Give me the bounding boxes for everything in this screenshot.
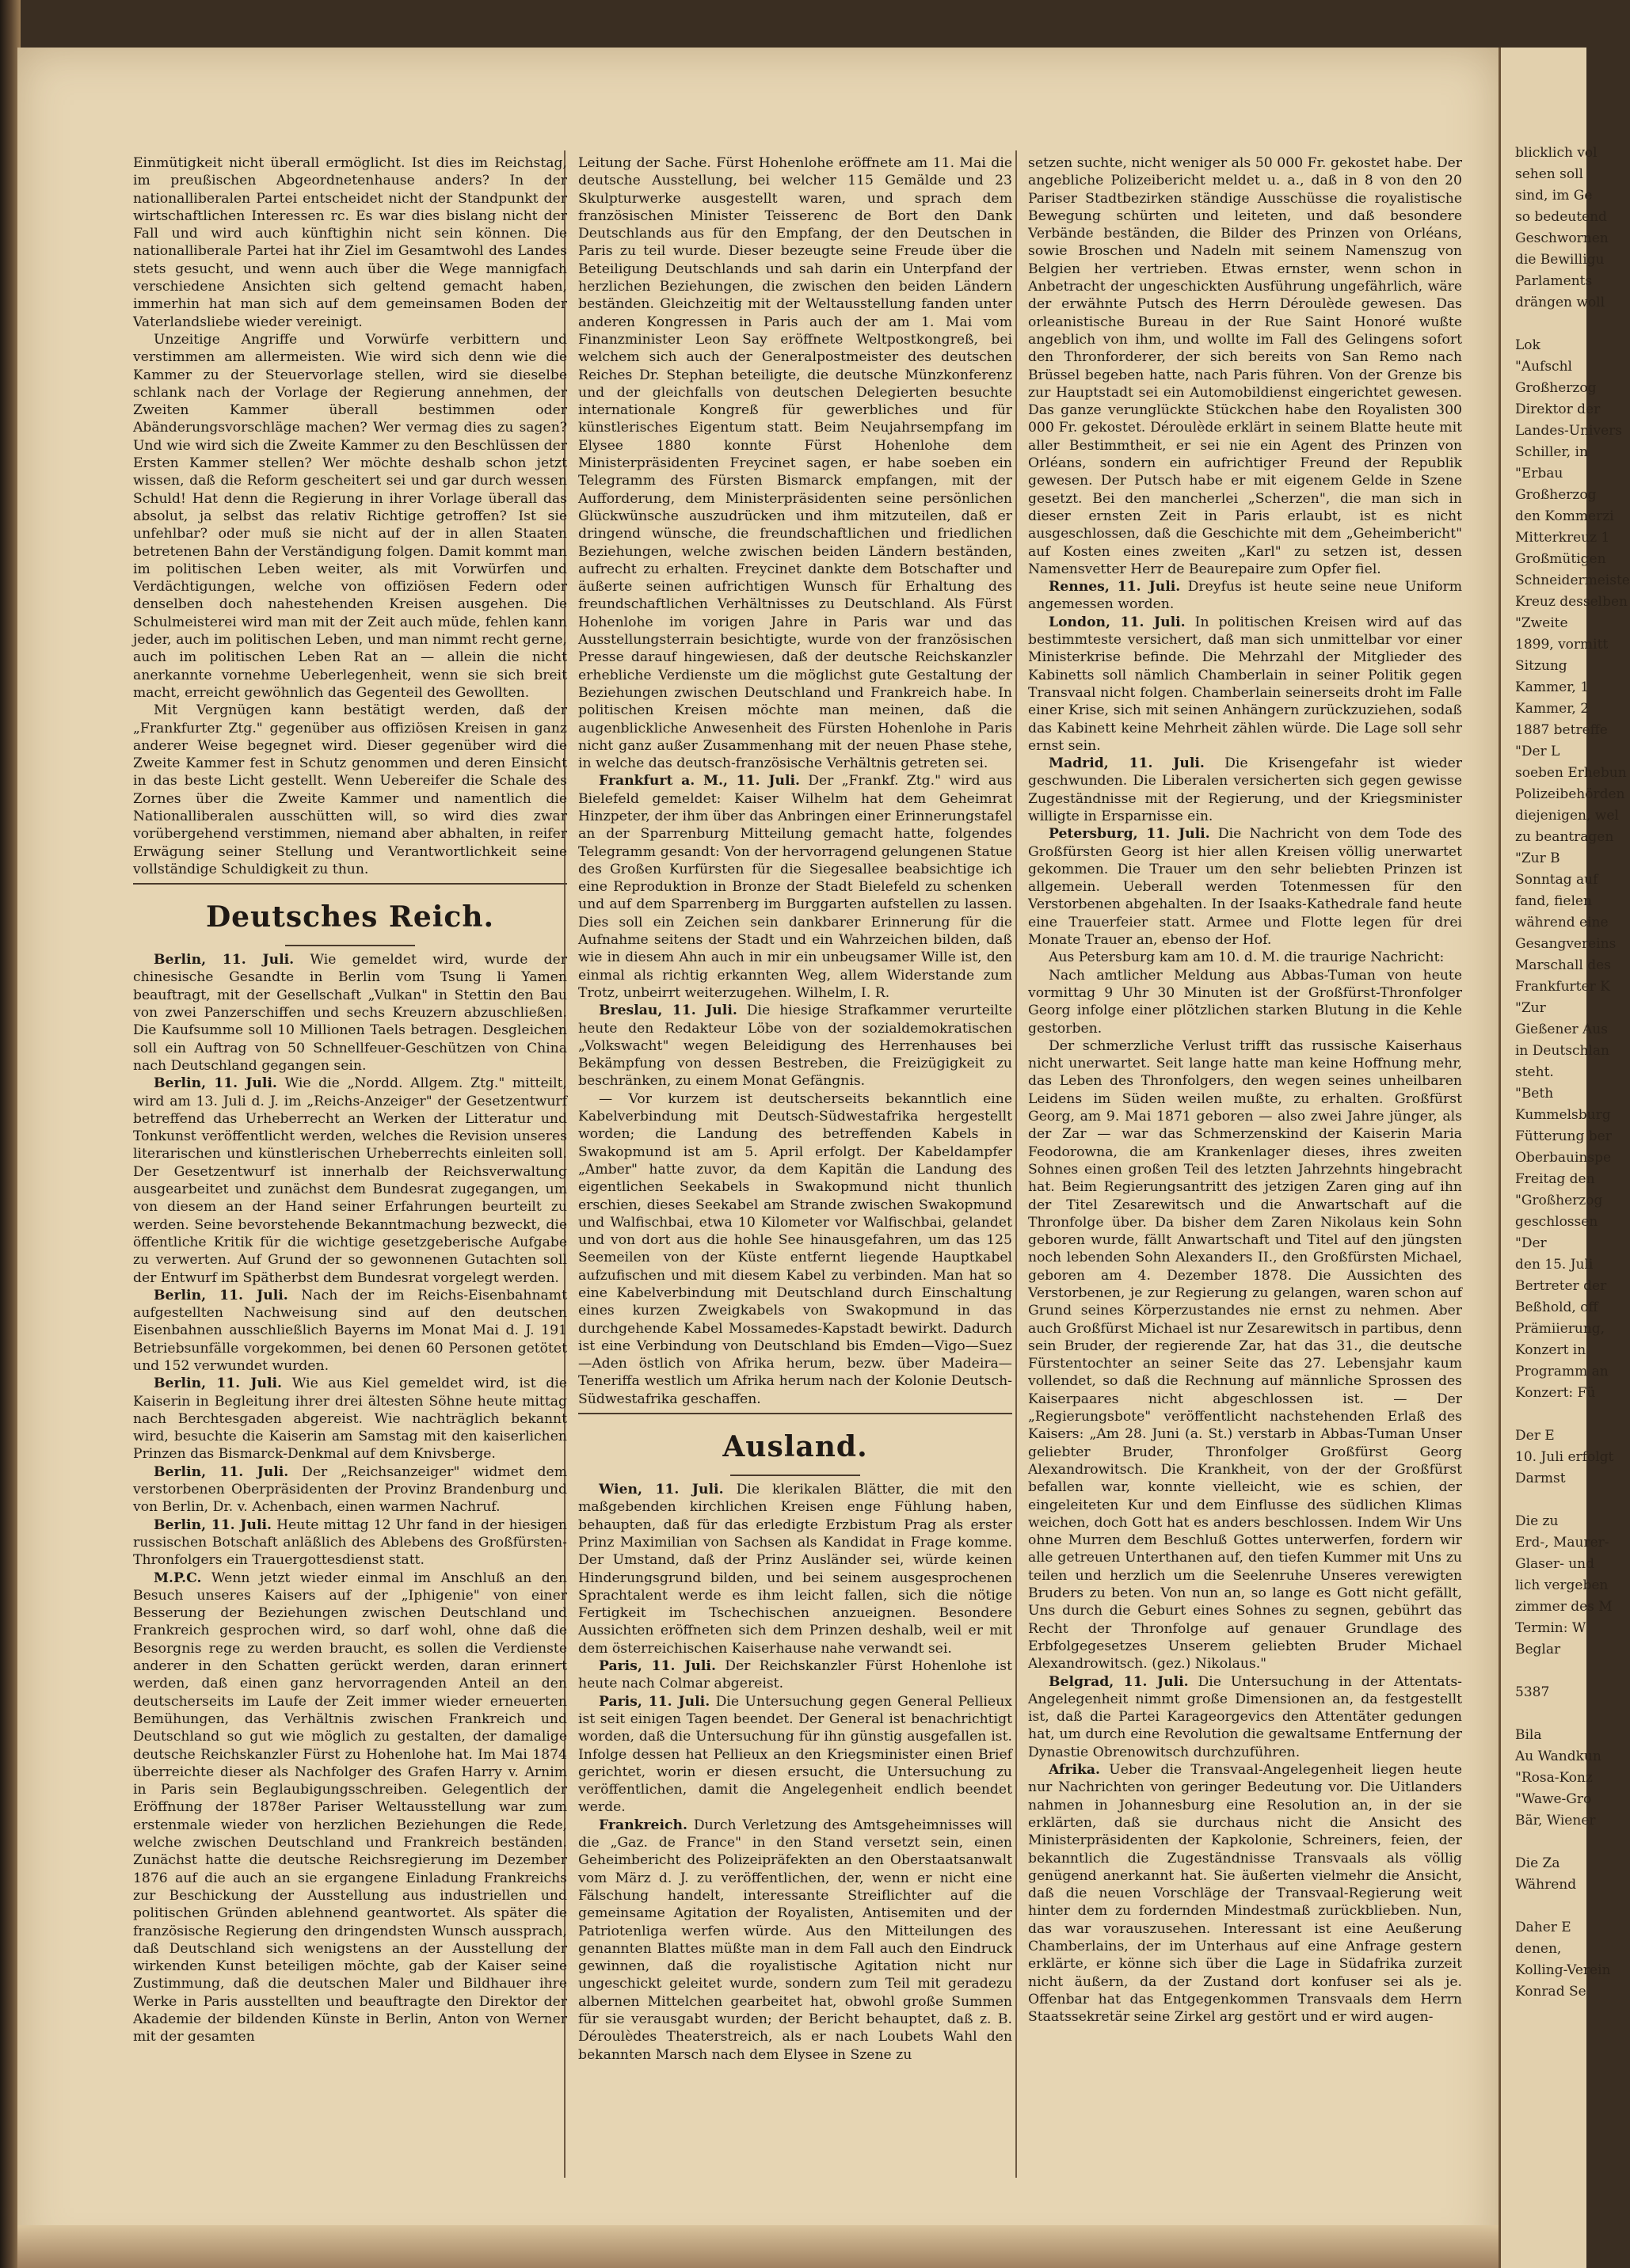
paragraph: Mit Vergnügen kann bestätigt werden, daß der „Frankfurter Ztg." gegenüber aus offiziösen Kreisen in ganz anderer Weise begegnet wird. Dieser gegenüber wird die Zweite Kammer fest in Schutz genommen und deren Einsicht in das beste Licht gestellt. Wenn Uebereifer die Schale des Zornes über die Zweite Kammer und namentlich die Nationalliberalen ausschütten will, so wird dies zwar vorübergehend verstimmen, niemand aber abhalten, in reifer Erwägung seiner Stellung und Verantwortlichkeit seine vollständige Schuldigkeit zu thun.	[133, 702, 567, 877]
dateline: M.P.C.	[154, 1570, 202, 1586]
facing-text-fragment: soeben Erhebun	[1515, 765, 1627, 781]
facing-text-fragment: Großherzog	[1515, 380, 1597, 396]
news-item: Frankreich. Durch Verletzung des Amtsgeheimnisses will die „Gaz. de France" in den Stand versetzt sein, einen Geheimbericht des Polizeipräfekten an den Oberstaatsanwalt vom März d. J. zu veröffentlichen, der, wenn er nicht eine Fälschung handelt, interessante Streiflichter auf die gemeinsame Agitation der Royalisten, Antisemiten und der Patriotenliga werfen würde. Aus den Mitteilungen des genannten Blattes müßte man in dem Fall auch den Eindruck gewinnen, daß die royalistische Agitation nicht nur ungeschickt geleitet wurde, sondern zum Teil mit geradezu albernen Mittelchen gearbeitet hat, obwohl große Summen für sie verausgabt wurden; der Bericht behauptet, daß z. B. Déroulèdes Theaterstreich, als er nach Loubets Wahl den bekannten Marsch nach dem Elysee in Szene zu	[578, 1817, 1013, 2063]
facing-text-fragment: Kummelsburg	[1515, 1107, 1611, 1123]
facing-text-fragment: zu beantragen	[1515, 829, 1614, 845]
facing-text-fragment: zimmer des M	[1515, 1599, 1613, 1615]
facing-text-fragment: Sitzung	[1515, 658, 1567, 674]
facing-text-fragment: Bär, Wiener	[1515, 1813, 1596, 1828]
facing-text-fragment: Polizeibehörden	[1515, 786, 1625, 802]
dateline: Paris, 11. Juli.	[599, 1693, 710, 1710]
facing-text-fragment: Bila	[1515, 1727, 1542, 1743]
facing-text-fragment: "Zur B	[1515, 850, 1560, 866]
dateline: Berlin, 11. Juli.	[154, 1287, 288, 1303]
facing-text-fragment	[1501, 1896, 1586, 1917]
section-rule	[578, 1413, 1012, 1414]
paragraph: Unzeitige Angriffe und Vorwürfe verbittern und verstimmen am allermeisten. Wie wird sich denn wie die Kammer zu der Steuervorlage stellen, wird sie dieselbe schlank nach der Vorlage der Regierung annehmen, der Zweiten Kammer überall bestimmen oder Abänderungsvorschläge machen? Wer vermag dies zu sagen? Und wie wird sich die Zweite Kammer zu den Beschlüssen der Ersten Kammer stellen? Wer möchte deshalb schon jetzt wissen, daß die Reform gescheitert sei und gar durch wessen Schuld! Hat denn die Regierung in ihrer Vorlage überall das absolut, ja selbst das relativ Richtige getroffen? Ist sie unfehlbar? oder muß sie nicht auf der in allen Staaten betretenen Bahn der Verständigung folgen. Damit kommt man im politischen Leben weiter, als mit Vorwürfen und Verdächtigungen, welche von offiziösen Federn oder denselben doch nahestehenden Kreisen ausgehen. Die Schulmeisterei wird man mit der Zeit auch müde, fehlen kann jeder, auch im politischen Leben, und man nimmt recht gerne, auch im politischen Leben Rat an — allein die nicht anerkannte vornehme Ueberlegenheit, wenn sie sich breit macht, erreicht gewöhnlich das Gegenteil des Gewollten.	[133, 331, 567, 701]
facing-text-fragment: 1887 betreffe	[1515, 722, 1608, 738]
facing-text-fragment: Schneidermeiste	[1515, 573, 1630, 588]
facing-text-fragment: Bertreter der	[1515, 1278, 1607, 1294]
dateline: Afrika.	[1049, 1762, 1101, 1779]
facing-text-fragment: "Rosa-Konz	[1515, 1770, 1593, 1786]
facing-text-fragment: Parlaments	[1515, 273, 1593, 289]
facing-text-fragment: Landes-Univers	[1515, 423, 1623, 439]
article-continuation: setzen suchte, nicht weniger als 50 000 Fr. gekostet habe. Der angebliche Polizeibericht meldet u. a., daß in 8 von den 20 Pariser Stadtbezirken ständige Ausschüsse die royalistische Bewegung schürten und leiteten, und daß besondere Verbände beständen, die Bilder des Prinzen von Orléans, sowie Broschen und Nadeln mit seinem Namenszug von Belgien her vertrieben. Etwas ernster, wenn schon in Anbetracht der ungeschickten Ausführung ungefährlich, wäre der erwähnte Putsch des Herrn Déroulède gewesen. Das orleanistische Bureau in der Rue Saint Honoré wußte angeblich von ihm, und wollte im Fall des Gelingens sofort den Thronforderer, der sich bereits von San Remo nach Brüssel begeben hatte, nach Paris führen. Von der Grenze bis zur Hauptstadt sei ein Automobildienst eingerichtet gewesen. Das ganze verunglückte Stückchen habe den Royalisten 300 000 Fr. gekostet. Déroulède erklärt in seinem Blatte heute mit aller Bestimmtheit, er sei nie ein Agent des Prinzen von Orléans, sondern ein aufrichtiger Freund der Republik gewesen. Der Putsch habe er mit eigenem Gelde in Szene gesetzt. Bei den mancherlei „Scherzen", die man sich in dieser ernsten Zeit in Paris erlaubt, ist es nicht ausgeschlossen, daß die Geschichte mit dem „Geheimbericht" auf Kosten eines zweiten „Karl" zu setzen ist, dessen Namensvetter Herr de Beaurepaire zum Opfer fiel.	[1028, 155, 1462, 577]
news-item: M.P.C. Wenn jetzt wieder einmal im Anschluß an den Besuch unseres Kaisers auf der „Iphigenie" von einer Besserung der Beziehungen zwischen Deutschland und Frankreich gesprochen wird, so darf wohl, ohne daß die Besorgnis rege zu werden braucht, es sollen die Verdienste anderer in den Schatten gerückt werden, daran erinnert werden, daß einen ganz hervorragenden Anteil an den deutscherseits im Laufe der Zeit immer wieder erneuerten Bemühungen, das Verhältnis zwischen Frankreich und Deutschland so gut wie möglich zu gestalten, der damalige deutsche Reichskanzler Fürst zu Hohenlohe hat. Im Mai 1874 überreichte dieser als Nachfolger des Grafen Harry v. Arnim in Paris sein Beglaubigungsschreiben. Gelegentlich der Eröffnung der 1878er Pariser Weltausstellung war zum erstenmale wieder von herzlichen Beziehungen die Rede, welche zwischen Deutschland und Frankreich beständen. Zunächst hatte die deutsche Reichsregierung im Dezember 1876 auf die auch an sie ergangene Einladung Frankreichs zur Beschickung der Ausstellung aus industriellen und politischen Gründen ablehnend geantwortet. Als später die französische Regierung den dringendsten Wunsch aussprach, daß Deutschland sich wenigstens an der Ausstellung der wirkenden Kunst beteiligen möchte, gab der Kaiser seine Zustimmung, daß die deutschen Maler und Bildhauer ihre Werke in Paris ausstellten und beauftragte den Direktor der Akademie der bildenden Künste in Berlin, Anton von Werner mit der gesamten	[133, 1570, 568, 2045]
facing-text-fragment: "Zur	[1515, 1000, 1546, 1016]
facing-text-fragment: "Beth	[1515, 1086, 1554, 1102]
facing-text-fragment: Beßhold, off	[1515, 1300, 1598, 1315]
facing-text-fragment: in Deutschlan	[1515, 1043, 1609, 1059]
facing-text-fragment	[1501, 314, 1586, 335]
news-item: Paris, 11. Juli. Die Untersuchung gegen General Pellieux ist seit einigen Tagen beendet. Der General ist benachrichtigt worden, daß die Untersuchung für ihn günstig ausgefallen ist. Infolge dessen hat Pellieux an den Kriegsminister einen Brief gerichtet, worin er diesen ersucht, die Untersuchung zu veröffentlichen, damit die Angelegenheit endlich beendet werde.	[578, 1693, 1012, 1816]
dateline: Paris, 11. Juli.	[599, 1658, 716, 1675]
facing-text-fragment: Kolling-Verein	[1515, 1962, 1611, 1978]
news-item: Madrid, 11. Juli. Die Krisengefahr ist wieder geschwunden. Die Liberalen versicherten sich gegen gewisse Zugeständnisse mit der Regierung, und der Kriegsminister willigte in Ersparnisse ein.	[1028, 755, 1462, 824]
facing-text-fragment: "Wawe-Gro	[1515, 1791, 1592, 1807]
news-item: Frankfurt a. M., 11. Juli. Der „Frankf. Ztg." wird aus Bielefeld gemeldet: Kaiser Wilhelm hat dem Geheimrat Hinzpeter, der ihm über das Anbringen einer Erinnerungstafel an der Sparrenburg Mitteilung gemacht hatte, folgendes Telegramm gesandt: Von der hervorragend gelungenen Statue des Großen Kurfürsten für die Siegesallee beabsichtige ich eine Reproduktion in Bronze der Stadt Bielefeld zu schenken und auf dem Sparrenberg im Burggarten aufstellen zu lassen. Dies soll ein Zeichen sein dankbarer Erinnerung für die Aufnahme seitens der Stadt und ein Wahrzeichen bilden, daß wie in diesem Ahn auch in mir ein unbeugsamer Wille ist, den einmal als richtig erkannten Weg, allem Widerstande zum Trotz, unbeirrt weiterzugehen. Wilhelm, I. R.	[578, 773, 1012, 1001]
facing-text-fragment: denen,	[1515, 1941, 1562, 1957]
news-item: Berlin, 11. Juli. Wie gemeldet wird, wurde der chinesische Gesandte in Berlin vom Tsung li Yamen beauftragt, mit der Gesellschaft „Vulkan" in Stettin den Bau von zwei Panzerschiffen und sechs Kreuzern abzuschließen. Die Kaufsumme soll 10 Millionen Taels betragen. Desgleichen soll ein Auftrag von 50 Schnellfeuer-Geschützen von China nach Deutschland gegangen sein.	[133, 952, 567, 1074]
section-rule	[133, 883, 567, 885]
facing-text-fragment: "Großherzog	[1515, 1193, 1603, 1208]
facing-text-fragment: Die zu	[1515, 1513, 1559, 1529]
facing-text-fragment: Der E	[1515, 1428, 1555, 1444]
facing-text-fragment: drängen woll	[1515, 295, 1605, 310]
facing-text-fragment: "Zweite	[1515, 615, 1568, 631]
facing-text-fragment: Geschwornen	[1515, 230, 1609, 246]
facing-text-fragment: Kammer, 2	[1515, 701, 1590, 717]
paragraph: Der schmerzliche Verlust trifft das russische Kaiserhaus nicht unerwartet. Seit lange hatte man keine Hoffnung mehr, das Leben des Thronfolgers, den wegen seines unheilbaren Leidens im Süden weilen mußte, zu erhalten. Großfürst Georg, am 9. Mai 1871 geboren — also zwei Jahre jünger, als der Zar — war das Schmerzenskind der Kaiserin Maria Feodorowna, die am Krankenlager dieses, ihres zweiten Sohnes einen großen Teil des letzten Jahrzehnts hingebracht hat. Beim Regierungsantritt des jetzigen Zaren ging auf ihn der Titel Zesarewitsch und die Anwartschaft auf die Thronfolge über. Da bisher dem Zaren Nikolaus kein Sohn geboren wurde, fällt Anwartschaft und Titel auf den jüngsten noch lebenden Sohn Alexanders II., den Großfürsten Michael, geboren am 4. Dezember 1878. Die Aussichten des Verstorbenen, je zur Regierung zu gelangen, waren schon auf Grund seines Körperzustandes nie ernst zu nehmen. Aber auch Großfürst Michael ist nur Zesarewitsch in partibus, denn sein Bruder, der regierende Zar, hat das 31., die deutsche Fürstentochter an seiner Seite das 27. Lebensjahr kaum vollendet, so daß die Rechnung auf männliche Sprossen des Kaiserpaares nicht abgeschlossen ist. — Der „Regierungsbote" veröffentlicht nachstehenden Erlaß des Kaisers: „Am 28. Juni (a. St.) verstarb in Abbas-Tuman Unser geliebter Bruder, Thronfolger Großfürst Georg Alexandrowitsch. Die Krankheit, von der der Großfürst befallen war, konnte vielleicht, wie es schien, der eingeleiteten Kur und dem Einflusse des südlichen Klimas weichen, doch Gott hat es anders beschlossen. Indem Wir Uns ohne Murren dem Beschluß Gottes unterwerfen, fordern wir alle getreuen Unterthanen auf, den tiefen Kummer mit Uns zu teilen und herzlich um die Seelenruhe Unseres verewigten Bruders zu beten. Von nun an, so lange es Gott nicht gefällt, Uns durch die Geburt eines Sohnes zu segnen, gebührt das Recht der Thronfolge auf genauer Grundlage des Erbfolgegesetzes Unserem geliebten Bruder Michael Alexandrowitsch. (gez.) Nikolaus."	[1028, 1037, 1462, 1672]
dateline: Rennes, 11. Juli.	[1049, 579, 1181, 596]
section-title-deutsches-reich: Deutsches Reich.	[205, 900, 495, 934]
dateline: Berlin, 11. Juli.	[154, 1075, 277, 1092]
news-item: Wien, 11. Juli. Die klerikalen Blätter, die mit den maßgebenden kirchlichen Kreisen enge Fühlung haben, behaupten, daß für das erledigte Erzbistum Prag als erster Prinz Maximilian von Sachsen als Kandidat in Frage komme. Der Umstand, daß der Prinz Ausländer sei, würde keinen Hinderungsgrund bilden, und bei seinem ausgesprochenen Sprachtalent werde es ihm leicht fallen, sich die nötige Fertigkeit im Tschechischen anzueignen. Besondere Aussichten eröffneten sich dem Prinzen deshalb, weil er mit dem österreichischen Kaiserhause nahe verwandt sei.	[578, 1482, 1013, 1657]
facing-text-fragment: geschlossen	[1515, 1214, 1598, 1230]
dateline: Berlin, 11. Juli.	[154, 1463, 289, 1480]
column-1	[133, 154, 567, 2046]
news-item: Berlin, 11. Juli. Der „Reichsanzeiger" widmet dem verstorbenen Oberpräsidenten der Provinz Brandenburg und von Berlin, Dr. v. Achenbach, einen warmen Nachruf.	[133, 1463, 567, 1516]
facing-text-fragment: Konzert in	[1515, 1342, 1586, 1358]
facing-text-fragment: während eine	[1515, 915, 1609, 930]
facing-text-fragment: "Erbau	[1515, 466, 1563, 481]
facing-text-fragment: Großherzog	[1515, 487, 1597, 503]
facing-text-fragment: Großmütigen	[1515, 551, 1606, 567]
facing-text-fragment: 5387	[1515, 1684, 1550, 1700]
facing-text-fragment: "Aufschl	[1515, 359, 1572, 375]
facing-text-fragment: Gesangvereins	[1515, 936, 1617, 952]
news-item: Petersburg, 11. Juli. Die Nachricht von dem Tode des Großfürsten Georg ist hier allen Kreisen völlig unerwartet gekommen. Die Trauer um den sehr beliebten Prinzen ist allgemein. Ueberall werden Totenmessen für den Verstorbenen abgehalten. In der Isaaks-Kathedrale fand heute eine Trauerfeier statt. Armee und Flotte legen für drei Monate Trauer an, ebenso der Hof.	[1028, 826, 1462, 949]
dateline: Petersburg, 11. Juli.	[1049, 826, 1210, 843]
facing-text-fragment: Programm an	[1515, 1364, 1609, 1379]
section-title-ausland: Ausland.	[722, 1430, 868, 1464]
facing-text-fragment: Au Wandkun	[1515, 1749, 1601, 1764]
news-item: Rennes, 11. Juli. Dreyfus ist heute seine neue Uniform angemessen worden.	[1028, 579, 1462, 613]
facing-text-fragment	[1501, 1832, 1586, 1853]
facing-text-fragment: den 15. Juli	[1515, 1257, 1594, 1273]
facing-text-fragment: steht.	[1515, 1064, 1554, 1080]
facing-text-fragment: die Bewilligu	[1515, 252, 1605, 268]
facing-text-fragment: sehen soll	[1515, 166, 1583, 182]
dateline: Frankfurt a. M., 11. Juli.	[599, 773, 800, 790]
facing-text-fragment: fand, fielen	[1515, 893, 1592, 909]
facing-text-fragment: "Der L	[1515, 744, 1560, 759]
facing-text-fragment: Frankfurter K	[1515, 979, 1610, 995]
facing-text-fragment: Während	[1515, 1877, 1577, 1893]
facing-text-fragment: diejenigen, wel	[1515, 808, 1619, 824]
dateline: Madrid, 11. Juli.	[1049, 755, 1205, 772]
dateline: London, 11. Juli.	[1049, 614, 1186, 630]
dateline: Berlin, 11. Juli.	[154, 952, 295, 968]
facing-text-fragment: den Kommerzi	[1515, 508, 1614, 524]
facing-text-fragment: Sonntag auf	[1515, 872, 1598, 888]
facing-text-fragment: Daher E	[1515, 1920, 1571, 1935]
page-bottom-edge	[17, 2225, 1499, 2268]
facing-text-fragment: Direktor der	[1515, 401, 1601, 417]
quoted-report: Nach amtlicher Meldung aus Abbas-Tuman von heute vormittag 9 Uhr 30 Minuten ist der Großfürst-Thronfolger Georg infolge einer plötzlichen starken Blutung in die Kehle gestorben.	[1028, 967, 1462, 1037]
facing-text-fragment: sind, im Ge	[1515, 188, 1593, 204]
facing-text-fragment: 1899, vormitt	[1515, 637, 1609, 653]
facing-text-fragment: so bedeutend	[1515, 209, 1607, 225]
column-rule-2	[1015, 150, 1017, 2178]
dateline: Berlin, 11. Juli.	[154, 1516, 272, 1533]
news-item: Berlin, 11. Juli. Wie die „Nordd. Allgem. Ztg." mitteilt, wird am 13. Juli d. J. im „Reichs-Anzeiger" der Gesetzentwurf betreffend das Urheberrecht an Werken der Litteratur und Tonkunst veröffentlicht werden, welches die Revision unseres literarischen und künstlerischen Urheberrechts einleiten soll. Der Gesetzentwurf ist innerhalb der Reichsverwaltung ausgearbeitet und zunächst dem Bundesrat zugegangen, um von diesem an der Hand seiner Erfahrungen beurteilt zu werden. Seine bevorstehende Bekanntmachung bezweckt, die öffentliche Kritik für die wichtige gesetzgeberische Aufgabe zu verwerten. Auf Grund der so gewonnenen Gutachten soll der Entwurf im Spätherbst dem Bundesrat vorgelegt werden.	[133, 1075, 567, 1286]
facing-text-fragment: Mitterkreuz 1	[1515, 530, 1610, 546]
news-item: Berlin, 11. Juli. Nach der im Reichs-Eisenbahnamt aufgestellten Nachweisung sind auf den deutschen Eisenbahnen ausschließlich Bayerns im Monat Mai d. J. 191 Betriebsunfälle vorgekommen, bei denen 60 Personen getötet und 152 verwundet wurden.	[133, 1287, 567, 1374]
facing-page-fragment	[1499, 48, 1630, 2268]
facing-text-fragment: Konzert: Fü	[1515, 1385, 1596, 1401]
dateline: Wien, 11. Juli.	[599, 1482, 724, 1498]
news-item: Berlin, 11. Juli. Heute mittag 12 Uhr fand in der hiesigen russischen Botschaft anläßlich des Ablebens des Großfürsten-Thronfolgers ein Trauergottesdienst statt.	[133, 1516, 567, 1569]
facing-text-fragment: Fütterung ber	[1515, 1128, 1612, 1144]
facing-text-fragment	[1501, 1404, 1586, 1425]
facing-text-fragment: blicklich vol	[1515, 145, 1598, 161]
facing-text-fragment: Beglar	[1515, 1642, 1561, 1657]
facing-text-fragment	[1501, 1490, 1586, 1511]
dateline: Belgrad, 11. Juli.	[1049, 1673, 1189, 1690]
facing-text-fragment: Die Za	[1515, 1855, 1560, 1871]
news-item: Paris, 11. Juli. Der Reichskanzler Fürst Hohenlohe ist heute nach Colmar abgereist.	[578, 1658, 1012, 1692]
column-2	[578, 154, 1012, 2064]
dateline: Breslau, 11. Juli.	[599, 1003, 737, 1019]
facing-text-fragment: Darmst	[1515, 1471, 1566, 1486]
facing-text-fragment: Erd-, Maurer-	[1515, 1535, 1609, 1551]
dateline: Berlin, 11. Juli.	[154, 1376, 283, 1392]
facing-text-fragment: lich vergeben	[1515, 1577, 1609, 1593]
section-rule	[285, 945, 415, 946]
news-item: — Vor kurzem ist deutscherseits bekanntlich eine Kabelverbindung mit Deutsch-Südwestafrika hergestellt worden; die Landung des betreffenden Kabels in Swakopmund ist am 5. April erfolgt. Der Kabeldampfer „Amber" hatte zuvor, da dem Kapitän die Landung des eigentlichen Seekabels in Swakopmund nicht thunlich erschien, dieses Seekabel am Strande zwischen Swakopmund und Walfischbai, etwa 10 Kilometer vor Walfischbai, gelandet und von dort aus die hohle See hinausgefahren, um das 125 Seemeilen von der Küste entfernt liegende Hauptkabel aufzufischen und mit diesem Kabel zu verbinden. Man hat so eine Kabelverbindung mit Deutschland durch Einschaltung eines kurzen Zweigkabels von Swakopmund in das durchgehende Kabel Mossamedes-Kapstadt bewirkt. Dadurch ist eine Verbindung von Deutschland bis Emden—Vigo—Suez—Aden östlich von Afrika herum, bezw. über Madeira—Teneriffa westlich um Afrika herum nach der Kolonie Deutsch-Südwestafrika geschaffen.	[578, 1090, 1012, 1407]
facing-text-fragment: Kreuz desselben	[1515, 594, 1628, 610]
article-continuation: Einmütigkeit nicht überall ermöglicht. Ist dies im Reichstag, im preußischen Abgeordnetenhause anders? In der nationalliberalen Partei entscheidet nicht der Standpunkt der wirtschaftlichen Interessen rc. Es war dies bislang nicht der Fall und wird auch künftighin nicht sein können. Die nationalliberale Partei hat ihr Ziel im Gesamtwohl des Landes stets gesucht, und wenn auch über die Wege mannigfach verschiedene Ansichten sich geltend gemacht haben, immerhin hat man sich auf dem gemeinsamen Boden der Vaterlandsliebe wieder vereinigt.	[133, 155, 567, 330]
facing-text-fragment: Freitag den	[1515, 1171, 1595, 1187]
facing-text-fragment: Kammer, 1	[1515, 679, 1590, 695]
article-continuation: Leitung der Sache. Fürst Hohenlohe eröffnete am 11. Mai die deutsche Ausstellung, bei welcher 115 Gemälde und 23 Skulpturwerke ausgestellt waren, und sprach dem französischen Minister Teisserenc de Bort den Dank Deutschlands aus für den Empfang, der den Deutschen in Paris zu teil wurde. Dieser bezeugte seine Freude über die Beteiligung Deutschlands und sah darin ein Unterpfand der herzlichen Beziehungen, die zwischen den beiden Ländern beständen. Gleichzeitig mit der Weltausstellung fanden unter anderen Kongressen in Paris auch der am 1. Mai vom Finanzminister Leon Say eröffnete Weltpostkongreß, bei welchem sich auch der Generalpostmeister des deutschen Reiches Dr. Stephan beteiligte, die deutsche Münzkonferenz und der gleichfalls von deutschen Delegierten besuchte internationale Kongreß für gewerbliches und für künstlerisches Eigentum statt. Beim Neujahrsempfang im Elysee 1880 konnte Fürst Hohenlohe dem Ministerpräsidenten Freycinet sagen, er habe soeben ein Telegramm des Fürsten Bismarck empfangen, mit der Aufforderung, dem Ministerpräsidenten seine persönlichen Glückwünsche auszudrücken und ihm mitzuteilen, daß er dringend wünsche, die freundschaftlichen und friedlichen Beziehungen, welche zwischen beiden Ländern beständen, aufrecht zu erhalten. Freycinet dankte dem Botschafter und äußerte seinen aufrichtigen Wunsch für Erhaltung des freundschaftlichen Verhältnisses zu Deutschland. Als Fürst Hohenlohe im vorigen Jahre in Paris war und das Ausstellungsterrain besichtigte, wurde von der französischen Presse darauf hingewiesen, daß der deutsche Reichskanzler erhebliche Verdienste um die möglichst gute Gestaltung der Beziehungen zwischen Deutschland und Frankreich habe. In politischen Kreisen möchte man meinen, daß die augenblickliche Anwesenheit des Fürsten Hohenlohe in Paris nicht ganz außer Zusammenhang mit der neuen Phase stehe, in welche das deutsch-französische Verhältnis getreten sei.	[578, 155, 1012, 772]
news-item: Afrika. Ueber die Transvaal-Angelegenheit liegen heute nur Nachrichten von geringer Bedeutung vor. Die Uitlanders nahmen in Johannesburg eine Resolution an, in der sie erklärten, daß sie durchaus nicht die Ansicht des Ministerpräsidenten der Kapkolonie, Schreiners, feien, der bekanntlich die Zugeständnisse Transvaals als völlig genügend anerkannt hat. Sie äußerten vielmehr die Ansicht, daß die neuen Vorschläge der Transvaal-Regierung weit hinter dem zu fordernden Mindestmaß zurückblieben. Nun, das war vorauszusehen. Interessant ist eine Aeußerung Chamberlains, der im Unterhaus auf eine Anfrage gestern erklärte, er könne sich über die Lage in Südafrika zurzeit nicht äußern, da der Zustand dort konfuser sei als je. Offenbar hat das Entgegenkommen Transvaals dem Herrn Staatssekretär seine Zirkel arg gestört und er wird augen-	[1028, 1762, 1462, 2026]
facing-text-fragment: Marschall des	[1515, 957, 1611, 973]
paragraph: Aus Petersburg kam am 10. d. M. die traurige Nachricht:	[1049, 949, 1445, 966]
facing-text-fragment: Oberbauinspe	[1515, 1150, 1612, 1166]
facing-text-fragment	[1501, 1661, 1586, 1682]
facing-text-fragment	[1501, 1703, 1586, 1725]
dateline: Frankreich.	[599, 1817, 687, 1833]
facing-text-fragment: Glaser- und	[1515, 1556, 1594, 1572]
facing-text-fragment: Gießener Aus	[1515, 1022, 1608, 1037]
facing-text-fragment: Prämiierung,	[1515, 1321, 1605, 1337]
facing-text-fragment: Lok	[1515, 337, 1541, 353]
column-3	[1028, 154, 1462, 2026]
facing-text-fragment: Termin: W	[1515, 1620, 1586, 1636]
news-item: London, 11. Juli. In politischen Kreisen wird auf das bestimmteste versichert, daß man sich unmittelbar vor einer Ministerkrise befinde. Die Mehrzahl der Mitglieder des Kabinetts soll nämlich Chamberlain in seiner Politik gegen Transvaal nicht folgen. Chamberlain seinerseits droht im Falle einer Krise, sich mit seinen Anhängern zurückzuziehen, sodaß das Kabinett keine Mehrheit zählen würde. Die Lage soll sehr ernst sein.	[1028, 614, 1463, 754]
facing-text-fragment: "Der	[1515, 1235, 1547, 1251]
facing-text-fragment: Schiller, in	[1515, 444, 1588, 460]
facing-text-fragment: 10. Juli erfolgt	[1515, 1449, 1614, 1465]
section-rule	[730, 1475, 860, 1476]
facing-text-fragment: Konrad Se	[1515, 1984, 1586, 2000]
news-item: Berlin, 11. Juli. Wie aus Kiel gemeldet wird, ist die Kaiserin in Begleitung ihrer drei ältesten Söhne heute mittag nach Berchtesgaden abgereist. Wie nachträglich bekannt wird, besuchte die Kaiserin am Samstag mit den kaiserlichen Prinzen das Bismarck-Denkmal auf dem Knivsberge.	[133, 1376, 567, 1463]
news-item: Belgrad, 11. Juli. Die Untersuchung in der Attentats-Angelegenheit nimmt große Dimensionen an, da festgestellt ist, daß die Partei Karageorgevics den Attentäter gedungen hat, um durch eine Revolution die gewaltsame Entfernung der Dynastie Obrenowitsch durchzuführen.	[1028, 1673, 1462, 1760]
news-item: Breslau, 11. Juli. Die hiesige Strafkammer verurteilte heute den Redakteur Löbe von der sozialdemokratischen „Volkswacht" wegen Beleidigung des Herrenhauses bei Bekämpfung von dessen Bestreben, die Freizügigkeit zu beschränken, zu einem Monat Gefängnis.	[578, 1003, 1012, 1090]
